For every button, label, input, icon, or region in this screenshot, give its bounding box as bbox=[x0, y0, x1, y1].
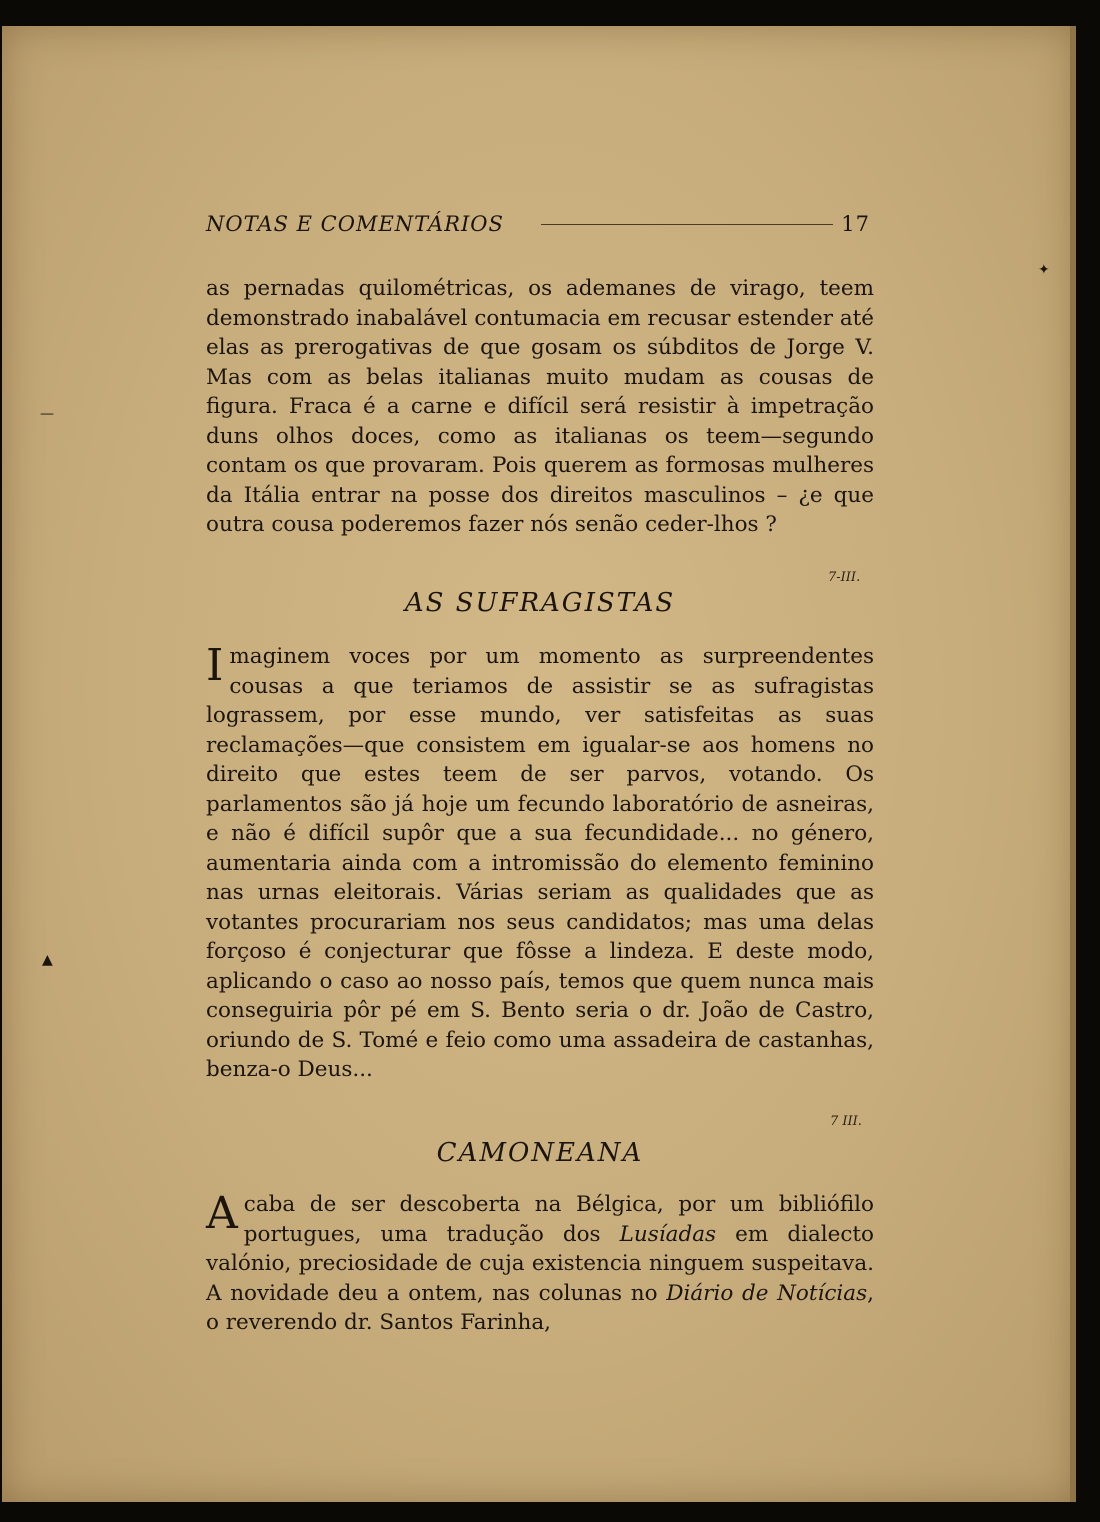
lusiadas-title: Lusíadas bbox=[619, 1221, 717, 1247]
margin-mark-icon: ✦ bbox=[1038, 262, 1050, 278]
continuation-paragraph bbox=[206, 274, 874, 540]
drop-cap-i: I bbox=[206, 640, 224, 691]
camoneana-text-2: em dialecto valónio, preciosidade de cuja existencia ninguem suspeitava. A novidade deu a ontem, nas colunas no bbox=[206, 1221, 874, 1306]
sufragistas-date: 7 III. bbox=[830, 1114, 862, 1129]
camoneana-text-1: caba de ser descoberta na Bélgica, por um bibliófilo portugues, uma tradução dos bbox=[243, 1192, 874, 1247]
camoneana-paragraph bbox=[206, 1190, 874, 1338]
page-number: 17 bbox=[841, 212, 870, 236]
newspaper-title: Diário de Notícias bbox=[666, 1280, 868, 1306]
book-page bbox=[2, 26, 1076, 1502]
continuation-text: as pernadas quilométricas, os ademanes de virago, teem demonstrado inabalável contumacia em recusar estender até elas as prerogativas de que gosam os súbditos de Jorge V. Mas com as belas italianas muito mudam as cousas de figura. Fraca é a carne e difícil será resistir à impetração duns olhos doces, como as italianas os teem—segundo contam os que provaram. Pois querem as formosas mulheres da Itália entrar na posse dos direitos masculinos – ¿e que outra cousa poderemos fazer nós senão ceder-lhos ? bbox=[206, 276, 875, 537]
header-rule bbox=[541, 224, 833, 225]
running-header bbox=[206, 212, 874, 238]
drop-cap-a: A bbox=[206, 1188, 238, 1239]
camoneana-text-3: , o reverendo dr. Santos Farinha, bbox=[206, 1280, 874, 1335]
margin-tick-icon: — bbox=[40, 406, 54, 422]
running-title: NOTAS E COMENTÁRIOS bbox=[206, 212, 504, 236]
sufragistas-paragraph bbox=[206, 642, 874, 1085]
continuation-date: 7-III. bbox=[828, 570, 861, 585]
section-title-sufragistas: AS SUFRAGISTAS bbox=[404, 588, 676, 618]
sufragistas-text: maginem voces por um momento as surpreendentes cousas a que teriamos de assistir se as sufragistas lograssem, por esse mundo, ver satisfeitas as suas reclamações—que consistem em igualar-se aos homens no direito que estes teem de ser parvos, votando. Os parlamentos são já hoje um fecundo laboratório de asneiras, e não é difícil supôr que a sua fecundidade... no género, aumentaria ainda com a intromissão do elemento feminino nas urnas eleitorais. Várias seriam as qualidades que as votantes procurariam nos seus candidatos; mas uma delas forçoso é conjecturar que fôsse a lindeza. E deste modo, aplicando o caso ao nosso país, temos que quem nunca mais conseguiria pôr pé em S. Bento seria o dr. João de Castro, oriundo de S. Tomé e feio como uma assadeira de castanhas, benza-o Deus... bbox=[206, 644, 874, 1082]
section-title-camoneana: CAMONEANA bbox=[436, 1138, 644, 1168]
margin-arrow-icon: ▲ bbox=[42, 952, 53, 968]
